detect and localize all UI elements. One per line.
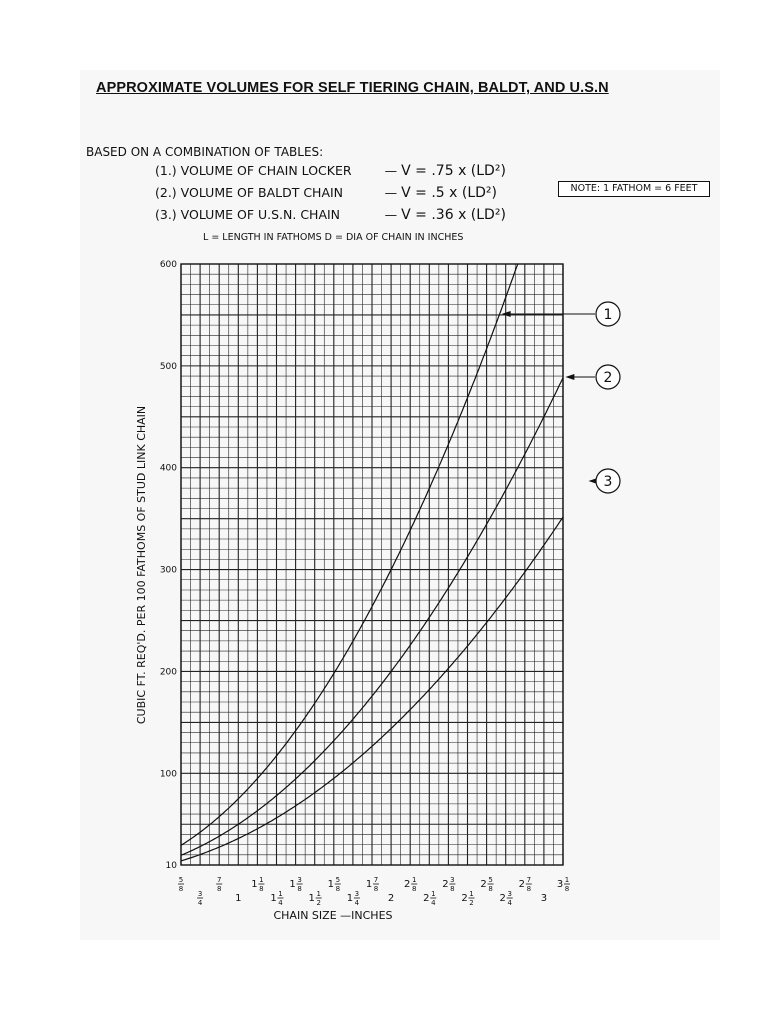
tick-label-part: 8 — [297, 885, 302, 893]
note-box: NOTE: 1 FATHOM = 6 FEET — [558, 181, 710, 197]
x-tick-label — [347, 890, 360, 907]
tick-label-part: 1 — [365, 879, 373, 890]
x-tick-label — [366, 876, 379, 893]
tick-label-part: 2 — [423, 893, 430, 904]
x-tick-label — [251, 876, 264, 893]
tick-label-part: 2 — [499, 893, 506, 904]
formula-equation: V = .5 x (LD²) — [401, 185, 498, 201]
tick-label-part: 3 — [197, 890, 203, 898]
tick-label-part: 5 — [335, 876, 341, 884]
callout-number: 1 — [603, 307, 613, 323]
formula-name: VOLUME OF BALDT CHAIN — [180, 185, 344, 200]
formula-name: VOLUME OF U.S.N. CHAIN — [180, 207, 341, 222]
tick-label-part: 4 — [278, 899, 283, 907]
tick-label-part: 1 — [259, 876, 264, 884]
x-tick-label — [270, 890, 283, 907]
tick-label-part: 8 — [488, 885, 493, 893]
tick-label-part: 5 — [178, 876, 184, 884]
formula-num: (2.) — [155, 185, 177, 200]
formula-dash: — — [384, 185, 398, 200]
tick-label-part: 8 — [450, 885, 455, 893]
x-tick-label — [480, 876, 493, 893]
formula-num: (3.) — [155, 207, 177, 222]
tick-label-part: 1 — [469, 890, 474, 898]
tick-label-part: 1 — [289, 879, 296, 890]
callout-arrowhead — [565, 374, 574, 380]
formula-equation: V = .75 x (LD²) — [401, 163, 506, 179]
tick-label-part: 3 — [556, 879, 564, 890]
tick-label-part: 7 — [216, 876, 222, 884]
x-tick-label — [500, 890, 513, 907]
x-tick-label — [235, 893, 241, 904]
x-tick-label — [519, 876, 532, 893]
y-tick-label: 200 — [159, 667, 177, 678]
callout-number: 3 — [603, 474, 613, 490]
tick-label-part: 8 — [335, 885, 341, 893]
tick-label-part: 2 — [404, 879, 411, 890]
formula-name: VOLUME OF CHAIN LOCKER — [180, 163, 352, 178]
y-tick-label: 600 — [159, 260, 177, 270]
tick-label-part: 3 — [450, 876, 455, 884]
y-tick-label: 400 — [159, 463, 177, 474]
x-tick-label — [461, 890, 474, 907]
tick-label-part: 7 — [373, 876, 379, 884]
tick-label-part: 8 — [526, 885, 532, 893]
tick-label-part: 4 — [197, 899, 203, 907]
tick-label-part: 1 — [346, 893, 354, 904]
definitions-text: L = LENGTH IN FATHOMS D = DIA OF CHAIN IN INCHES — [203, 232, 464, 243]
tick-label-part: 2 — [518, 879, 525, 890]
intro-text: BASED ON A COMBINATION OF TABLES: — [86, 145, 324, 159]
formula-num: (1.) — [155, 163, 177, 178]
callout-number: 2 — [603, 370, 613, 386]
tick-label-part: 1 — [564, 876, 570, 884]
formula-dash: — — [384, 163, 398, 178]
tick-label-part: 5 — [488, 876, 493, 884]
formula-equation: V = .36 x (LD²) — [401, 207, 506, 223]
tick-label-part: 8 — [178, 885, 184, 893]
tick-label-part: 8 — [411, 885, 417, 893]
x-tick-label — [216, 876, 222, 893]
x-tick-label — [178, 876, 184, 893]
x-tick-label — [289, 876, 302, 893]
tick-label-part: 3 — [297, 876, 302, 884]
tick-label-part: 1 — [270, 893, 277, 904]
tick-label-part: 8 — [216, 885, 222, 893]
tick-label-part: 1 — [327, 879, 334, 890]
tick-label-part: 4 — [431, 899, 436, 907]
x-tick-label — [442, 876, 455, 893]
y-tick-label: 100 — [159, 769, 177, 780]
tick-label-part: 8 — [564, 885, 570, 893]
x-tick-label — [197, 890, 203, 907]
tick-label-part: 8 — [373, 885, 379, 893]
tick-label-part: 3 — [540, 893, 548, 904]
tick-label-part: 1 — [431, 890, 436, 898]
x-tick-label — [309, 890, 322, 907]
x-tick-label — [541, 893, 547, 904]
tick-label-part: 2 — [316, 899, 321, 907]
tick-label-part: 4 — [354, 899, 360, 907]
y-axis-label: CUBIC FT. REQ'D. PER 100 FATHOMS OF STUD LINK CHAIN — [135, 405, 148, 725]
x-tick-label — [404, 876, 417, 893]
tick-label-part: 2 — [442, 879, 449, 890]
x-axis-label: CHAIN SIZE —INCHES — [273, 909, 393, 922]
tick-label-part: 2 — [480, 879, 487, 890]
tick-label-part: 2 — [387, 893, 395, 904]
tick-label-part: 2 — [469, 899, 474, 907]
tick-label-part: 7 — [526, 876, 532, 884]
tick-label-part: 3 — [507, 890, 512, 898]
tick-label-part: 1 — [235, 893, 242, 904]
y-tick-label: 500 — [159, 361, 177, 372]
x-tick-label — [388, 893, 394, 904]
x-tick-label — [557, 876, 570, 893]
tick-label-part: 2 — [461, 893, 468, 904]
tick-label-part: 4 — [507, 899, 512, 907]
x-tick-label — [423, 890, 436, 907]
tick-label-part: 1 — [316, 890, 321, 898]
x-tick-label — [328, 876, 341, 893]
tick-label-part: 1 — [308, 893, 315, 904]
tick-label-part: 1 — [251, 879, 258, 890]
tick-label-part: 1 — [278, 890, 283, 898]
tick-label-part: 3 — [354, 890, 360, 898]
y-tick-label: 10 — [165, 861, 177, 871]
tick-label-part: 1 — [411, 876, 417, 884]
page-title: APPROXIMATE VOLUMES FOR SELF TIERING CHAIN, BALDT, AND U.S.N — [96, 80, 609, 96]
formula-dash: — — [384, 207, 398, 222]
tick-label-part: 8 — [259, 885, 264, 893]
y-tick-label: 300 — [159, 565, 177, 576]
